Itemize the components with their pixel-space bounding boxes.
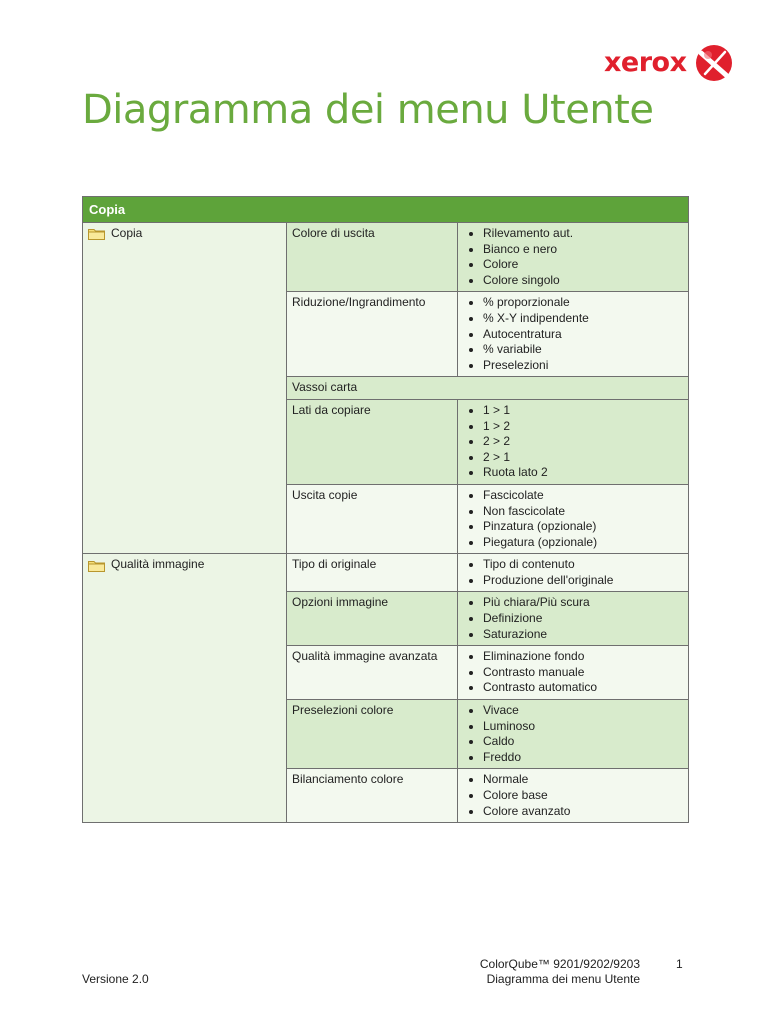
category-label: Qualità immagine	[111, 557, 205, 572]
section-header: Copia	[83, 197, 689, 223]
options-list	[463, 226, 683, 288]
options-cell	[458, 592, 689, 646]
list-item: • Ruota lato 2	[483, 465, 683, 481]
list-item: • Tipo di contenuto	[483, 557, 683, 573]
footer-doc-name: Diagramma dei menu Utente	[486, 972, 640, 986]
feature-cell: Opzioni immagine	[287, 592, 458, 646]
footer-version: Versione 2.0	[82, 972, 149, 986]
menu-body	[83, 223, 689, 823]
list-item: • Colore avanzato	[483, 804, 683, 820]
list-item: • Luminoso	[483, 719, 683, 735]
footer-product: ColorQube™ 9201/9202/9203	[479, 957, 640, 971]
list-item: • % proporzionale	[483, 295, 683, 311]
folder-icon	[88, 227, 105, 240]
table-row	[83, 554, 689, 592]
feature-cell: Bilanciamento colore	[287, 769, 458, 823]
options-list	[463, 649, 683, 696]
options-list	[463, 295, 683, 373]
list-item: • Contrasto automatico	[483, 680, 683, 696]
list-item: • 2 > 1	[483, 450, 683, 466]
category-cell	[83, 223, 287, 554]
page-title: Diagramma dei menu Utente	[82, 87, 654, 133]
category-cell	[83, 554, 287, 823]
feature-cell: Vassoi carta	[287, 377, 689, 400]
list-item: • Fascicolate	[483, 488, 683, 504]
feature-cell: Riduzione/Ingrandimento	[287, 292, 458, 377]
list-item: • Colore singolo	[483, 273, 683, 289]
menu-table	[82, 196, 689, 823]
list-item: • 1 > 1	[483, 403, 683, 419]
options-list	[463, 772, 683, 819]
options-list	[463, 703, 683, 765]
list-item: • Produzione dell'originale	[483, 573, 683, 589]
list-item: • 2 > 2	[483, 434, 683, 450]
list-item: • Saturazione	[483, 627, 683, 643]
feature-cell: Qualità immagine avanzata	[287, 646, 458, 700]
list-item: • Non fascicolate	[483, 504, 683, 520]
table-row	[83, 223, 689, 292]
options-cell	[458, 292, 689, 377]
list-item: • % variabile	[483, 342, 683, 358]
options-list	[463, 488, 683, 550]
list-item: • Eliminazione fondo	[483, 649, 683, 665]
list-item: • 1 > 2	[483, 419, 683, 435]
feature-cell: Tipo di originale	[287, 554, 458, 592]
options-cell	[458, 399, 689, 484]
list-item: • Piegatura (opzionale)	[483, 535, 683, 551]
feature-cell: Lati da copiare	[287, 399, 458, 484]
list-item: • Più chiara/Più scura	[483, 595, 683, 611]
footer-page-number: 1	[676, 957, 683, 971]
options-list	[463, 595, 683, 642]
list-item: • % X-Y indipendente	[483, 311, 683, 327]
xerox-sphere-icon	[695, 44, 733, 82]
feature-cell: Colore di uscita	[287, 223, 458, 292]
folder-icon	[88, 559, 105, 572]
list-item: • Normale	[483, 772, 683, 788]
list-item: • Pinzatura (opzionale)	[483, 519, 683, 535]
options-list	[463, 403, 683, 481]
list-item: • Autocentratura	[483, 327, 683, 343]
list-item: • Caldo	[483, 734, 683, 750]
list-item: • Vivace	[483, 703, 683, 719]
options-cell	[458, 700, 689, 769]
list-item: • Rilevamento aut.	[483, 226, 683, 242]
list-item: • Colore	[483, 257, 683, 273]
feature-cell: Preselezioni colore	[287, 700, 458, 769]
list-item: • Bianco e nero	[483, 242, 683, 258]
category-label: Copia	[111, 226, 143, 240]
options-cell	[458, 223, 689, 292]
options-cell	[458, 484, 689, 553]
list-item: • Preselezioni	[483, 358, 683, 374]
options-cell	[458, 769, 689, 823]
logo-text: xerox	[604, 47, 687, 78]
options-cell	[458, 646, 689, 700]
list-item: • Contrasto manuale	[483, 665, 683, 681]
list-item: • Colore base	[483, 788, 683, 804]
section-header-row	[83, 197, 689, 223]
options-cell	[458, 554, 689, 592]
options-list	[463, 557, 683, 588]
footer-product-block	[440, 957, 640, 987]
list-item: • Definizione	[483, 611, 683, 627]
feature-cell: Uscita copie	[287, 484, 458, 553]
xerox-logo	[604, 44, 733, 82]
list-item: • Freddo	[483, 750, 683, 766]
